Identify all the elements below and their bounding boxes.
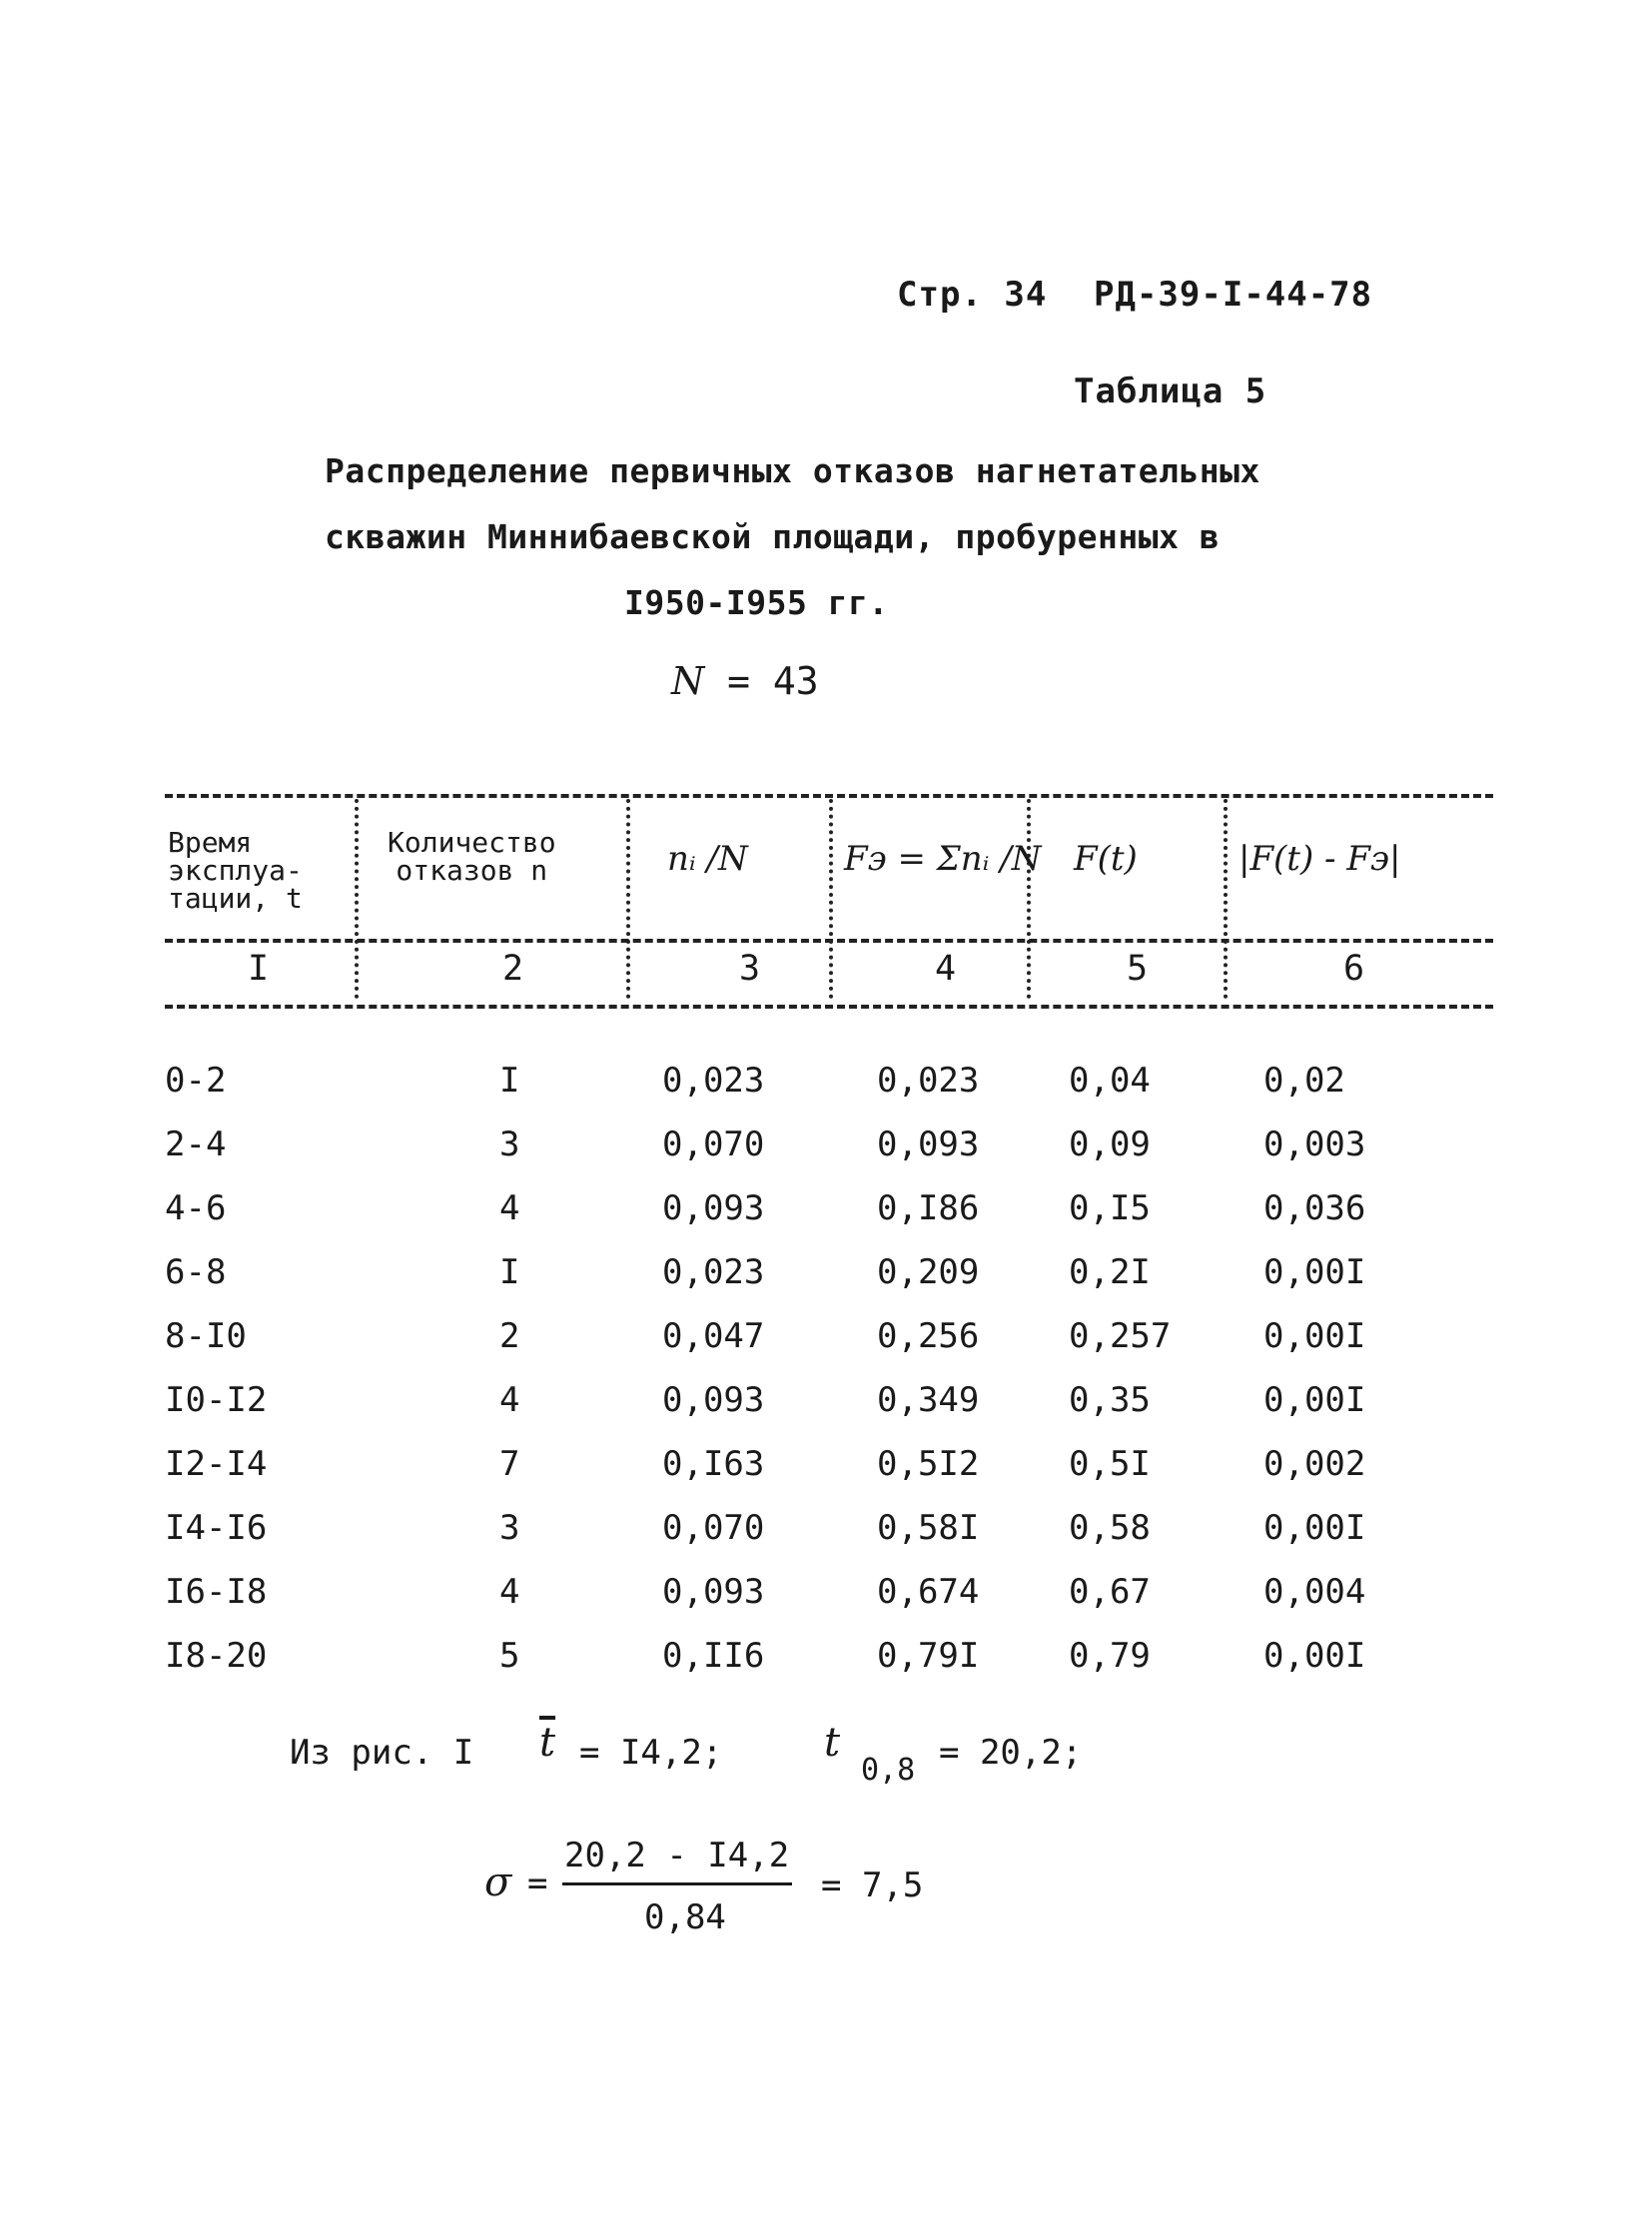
sigma-result: = 7,5: [821, 1866, 924, 1905]
table-row: I0-I2 4 0,093 0,349 0,35 0,00I: [165, 1380, 1366, 1420]
column-separator: [1224, 799, 1228, 999]
column-number-5: 5: [1127, 949, 1149, 989]
table-title-line-2: скважин Миннибаевской площади, пробуренных в: [325, 517, 1221, 556]
table-row: 4-6 4 0,093 0,I86 0,I5 0,036: [165, 1188, 1366, 1228]
table-title-line-1: Распределение первичных отказов нагнетательных: [325, 451, 1260, 490]
column-number-6: 6: [1343, 949, 1365, 989]
header-col-1: Время эксплуа- тации, t: [168, 826, 303, 915]
header-col-5: F(t): [1074, 839, 1138, 879]
column-separator: [626, 799, 630, 999]
mean-time-symbol: $\overline{t}$: [539, 1720, 556, 1766]
header-col-2: Количество отказов n: [388, 826, 556, 887]
table-row: 0-2 I 0,023 0,023 0,04 0,02: [165, 1061, 1345, 1101]
quantile-symbol: t: [824, 1720, 841, 1766]
source-reference: Из рис. I: [290, 1733, 474, 1773]
column-separator: [355, 799, 359, 999]
table-row: 8-I0 2 0,047 0,256 0,257 0,00I: [165, 1316, 1366, 1356]
quantile-value: = 20,2;: [939, 1733, 1083, 1773]
fraction-numerator: 20,2 - I4,2: [564, 1836, 790, 1875]
sigma-equals: =: [527, 1864, 548, 1903]
column-separator: [1027, 799, 1031, 999]
table-label: Таблица 5: [1074, 372, 1267, 411]
table-row: I2-I4 7 0,I63 0,5I2 0,5I 0,002: [165, 1444, 1366, 1484]
fraction-bar: [562, 1882, 792, 1885]
column-number-3: 3: [739, 949, 761, 989]
mean-time-value: = I4,2;: [579, 1733, 723, 1773]
fraction-denominator: 0,84: [644, 1897, 726, 1937]
table-row: I6-I8 4 0,093 0,674 0,67 0,004: [165, 1572, 1366, 1612]
table-number-rule: [165, 1005, 1493, 1009]
header-col-4: Fэ = Σnᵢ /N: [844, 839, 1042, 879]
table-title-line-3: I950-I955 гг.: [624, 583, 889, 622]
sigma-symbol: σ: [484, 1860, 512, 1905]
column-separator: [829, 799, 833, 999]
table-top-rule: [165, 794, 1493, 798]
column-number-1: I: [248, 949, 270, 989]
quantile-subscript: 0,8: [861, 1753, 916, 1788]
table-row: 2-4 3 0,070 0,093 0,09 0,003: [165, 1124, 1366, 1164]
header-col-6: |F(t) - Fэ|: [1239, 839, 1401, 879]
page-number: Стр. 34: [897, 275, 1048, 315]
column-number-4: 4: [935, 949, 957, 989]
table-row: I8-20 5 0,II6 0,79I 0,79 0,00I: [165, 1636, 1366, 1676]
table-row: I4-I6 3 0,070 0,58I 0,58 0,00I: [165, 1508, 1366, 1548]
header-col-3: nᵢ /N: [667, 839, 748, 879]
sample-size-symbol: N: [671, 659, 705, 703]
table-row: 6-8 I 0,023 0,209 0,2I 0,00I: [165, 1252, 1366, 1292]
sample-size-value: = 43: [727, 659, 819, 703]
document-code: РД-39-I-44-78: [1094, 275, 1373, 315]
column-number-2: 2: [502, 949, 524, 989]
sample-size: [671, 659, 819, 703]
